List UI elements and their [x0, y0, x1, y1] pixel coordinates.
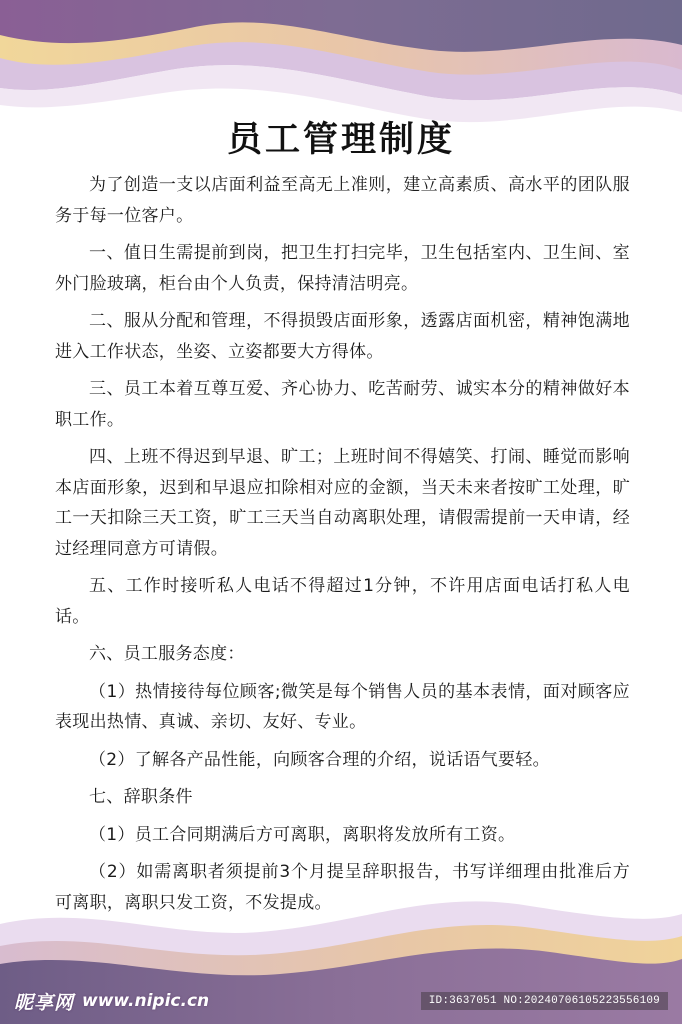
- rule-7-item-2: （2）如需离职者须提前3个月提呈辞职报告，书写详细理由批准后方可离职，离职只发工资，不发提成。: [55, 862, 630, 913]
- rule-5-paragraph: 五、工作时接听私人电话不得超过1分钟，不许用店面电话打私人电话。: [55, 576, 630, 627]
- image-id-badge: ID:3637051 NO:20240706105223556109: [421, 992, 668, 1010]
- rule-2-paragraph: 二、服从分配和管理，不得损毁店面形象，透露店面机密，精神饱满地进入工作状态，坐姿、立姿都要大方得体。: [55, 311, 630, 362]
- document-title: 员工管理制度: [226, 120, 455, 160]
- rule-7-item-1: （1）员工合同期满后方可离职，离职将发放所有工资。: [89, 824, 516, 845]
- intro-paragraph: 为了创造一支以店面利益至高无上准则，建立高素质、高水平的团队服务于每一位客户。: [55, 175, 630, 226]
- logo-wordmark: 昵享网: [14, 991, 75, 1014]
- rule-1-paragraph: 一、值日生需提前到岗，把卫生打扫完毕，卫生包括室内、卫生间、室外门脸玻璃，柜台由个人负责，保持清洁明亮。: [55, 243, 630, 294]
- rule-7-heading: 七、辞职条件: [89, 787, 193, 807]
- rule-4-paragraph: 四、上班不得迟到早退、旷工；上班时间不得嬉笑、打闹、睡觉而影响本店面形象，迟到和早退应扣除相对应的金额，当天未来者按旷工处理，旷工一天扣除三天工资，旷工三天当自动离职处理，请假需提前一天申请，经过经理同意方可请假。: [55, 447, 630, 559]
- logo-url: www.nipic.cn: [82, 991, 210, 1011]
- watermark-logo: [14, 988, 209, 1014]
- rule-6-item-2: （2）了解各产品性能，向顾客合理的介绍，说话语气要轻。: [89, 749, 550, 770]
- rule-6-heading: 六、员工服务态度：: [89, 644, 245, 664]
- rule-3-paragraph: 三、员工本着互尊互爱、齐心协力、吃苦耐劳、诚实本分的精神做好本职工作。: [55, 379, 630, 430]
- rule-6-item-1: （1）热情接待每位顾客;微笑是每个销售人员的基本表情，面对顾客应表现出热情、真诚、亲切、友好、专业。: [55, 681, 630, 732]
- regulations-body: [55, 170, 630, 925]
